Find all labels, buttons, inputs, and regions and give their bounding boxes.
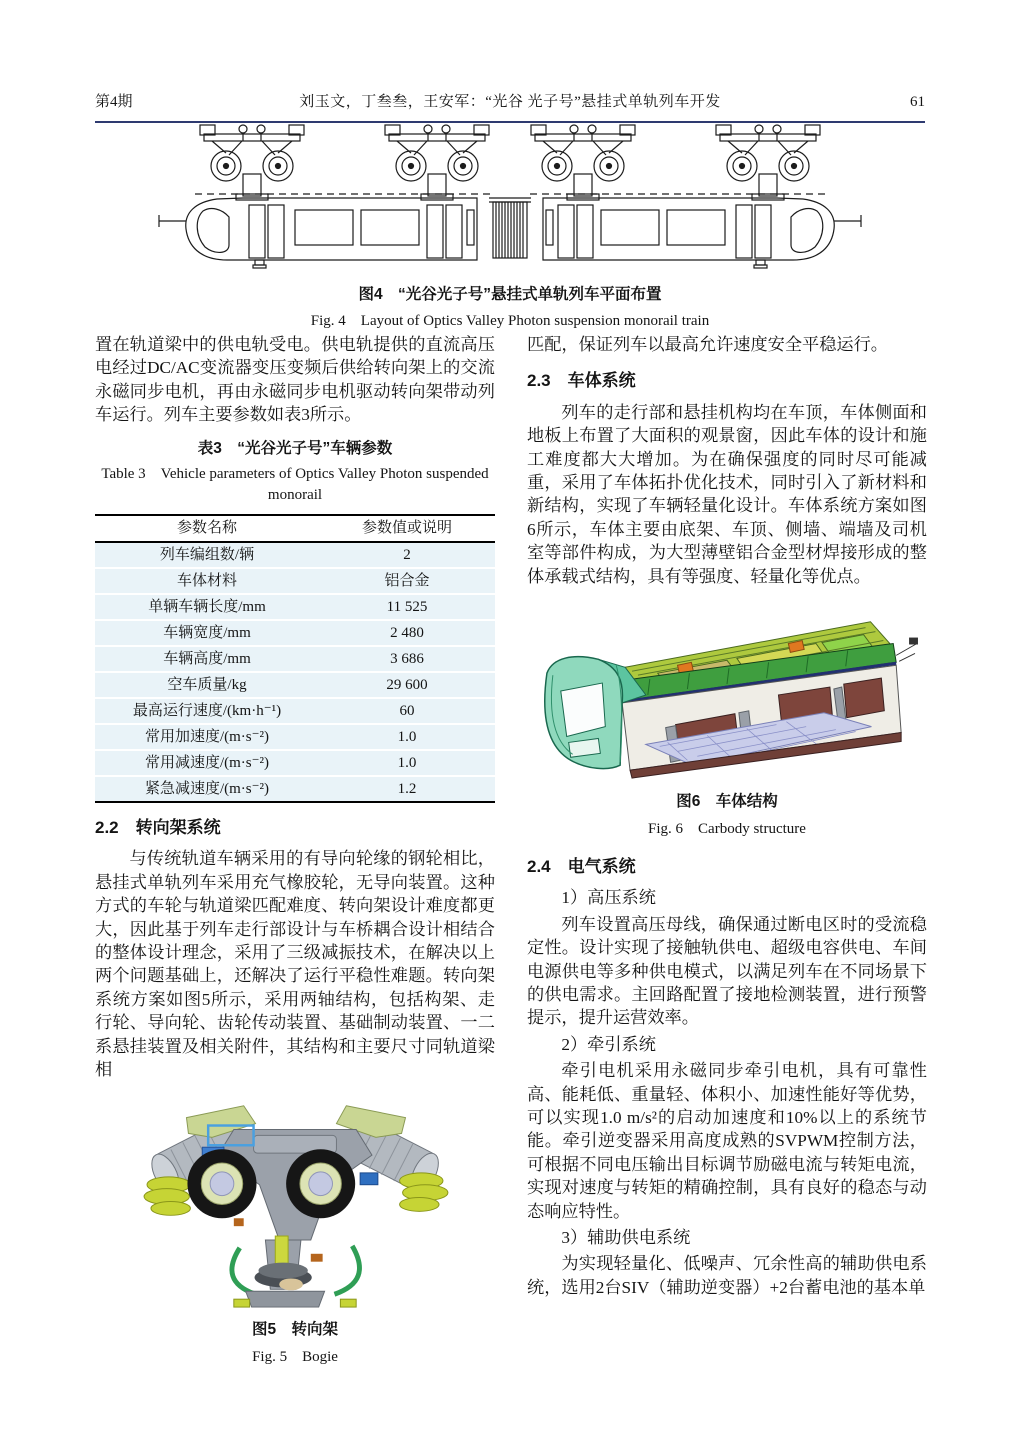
section-2-3-heading: 2.3 车体系统 xyxy=(527,371,636,391)
figure4-caption-zh: 图4 “光谷光子号”悬挂式单轨列车平面布置 xyxy=(358,286,662,303)
figure5-caption-zh: 图5 转向架 xyxy=(251,1320,339,1338)
section-2-3-paragraph: 列车的走行部和悬挂机构均在车顶，车体侧面和地板上布置了大面积的观景窗，因此车体的设计和施工难度都大大增加。为在确保强度的同时尽可能减重，采用了车体拓扑优化技术，同时引入了新材料和新结构，实现了车辆轻量化设计。车体系统方案如图6所示，车体主要由底架、车顶、侧墙、端墙及司机室等部件构成，为大型薄壁铝合金型材焊接形成的整体承载式结构，具有等强度、轻量化等优点。 xyxy=(527,402,927,586)
section-2-4-sub3: 3）辅助供电系统 xyxy=(561,1227,691,1247)
left-column xyxy=(95,333,495,1369)
table-row: 常用减速度/(m·s⁻²) 1.0 xyxy=(95,750,495,776)
table3 xyxy=(95,514,495,803)
figure5-block xyxy=(95,1090,495,1370)
table-row: 车辆高度/mm 3 686 xyxy=(95,646,495,672)
figure5-caption-en: Fig. 5 Bogie xyxy=(252,1348,338,1365)
figure6-block xyxy=(527,596,927,842)
table3-header-row xyxy=(95,515,495,542)
right-paragraph-continuation: 匹配，保证列车以最高允许速度安全平稳运行。 xyxy=(527,335,888,354)
section-2-4-paragraph2: 牵引电机采用永磁同步牵引电机，具有可靠性高、能耗低、重量轻、体积小、加速性能好等优势，可以实现1.0 m/s²的启动加速度和10%以上的系统节能。牵引逆变器采用高度成熟的SVPWM控制方法，可根据不同电压输出目标调节励磁电流与转矩电流，实现对速度与转矩的精确控制，具有良好的稳态与动态响应特性。 xyxy=(527,1061,927,1221)
table-row: 车辆宽度/mm 2 480 xyxy=(95,620,495,646)
table3-header-param: 参数名称 xyxy=(95,515,319,542)
page-number: 61 xyxy=(910,94,925,110)
section-2-4-heading: 2.4 电气系统 xyxy=(527,856,636,876)
figure4-block xyxy=(145,118,875,330)
section-2-4-paragraph3: 为实现轻量化、低噪声、冗余性高的辅助供电系统，选用2台SIV（辅助逆变器）+2台蓄电池的基本单 xyxy=(527,1254,927,1297)
table-row: 空车质量/kg 29 600 xyxy=(95,672,495,698)
table3-title-en: Table 3 Vehicle parameters of Optics Valley Photon suspended monorail xyxy=(101,466,489,504)
right-column xyxy=(527,333,927,1299)
figure6-caption-en: Fig. 6 Carbody structure xyxy=(648,821,806,838)
figure6-caption-zh: 图6 车体结构 xyxy=(676,793,778,811)
section-2-4-sub1: 1）高压系统 xyxy=(561,888,656,908)
table3-header-value: 参数值或说明 xyxy=(319,515,495,542)
table-row: 车体材料 铝合金 xyxy=(95,568,495,594)
figure4-train-drawing xyxy=(145,118,875,276)
table-row: 常用加速度/(m·s⁻²) 1.0 xyxy=(95,724,495,750)
issue-number: 第4期 xyxy=(95,94,133,110)
figure6-carbody-image xyxy=(528,596,926,784)
figure4-caption-en: Fig. 4 Layout of Optics Valley Photon suspension monorail train xyxy=(310,313,710,329)
figure5-bogie-image xyxy=(115,1090,475,1312)
section-2-4-paragraph1: 列车设置高压母线，确保通过断电区时的受流稳定性。设计实现了接触轨供电、超级电容供电、车间电源供电等多种供电模式，以满足列车在不同场景下的供电需求。主回路配置了接地检测装置，进行预警提示，提升运营效率。 xyxy=(527,914,927,1028)
running-title: 刘玉文，丁叁叁，王安军：“光谷 光子号”悬挂式单轨列车开发 xyxy=(299,94,721,110)
table-row: 紧急减速度/(m·s⁻²) 1.2 xyxy=(95,776,495,802)
left-paragraph-continuation: 置在轨道梁中的供电轨受电。供电轨提供的直流高压电经过DC/AC变流器变压变频后供给转向架上的交流永磁同步电机，再由永磁同步电机驱动转向架带动列车运行。列车主要参数如表3所示。 xyxy=(95,335,495,425)
table-row: 单辆车辆长度/mm 11 525 xyxy=(95,594,495,620)
section-2-2-heading: 2.2 转向架系统 xyxy=(95,818,221,838)
table-row: 列车编组数/辆 2 xyxy=(95,542,495,568)
section-2-4-sub2: 2）牵引系统 xyxy=(561,1034,656,1054)
section-2-2-paragraph: 与传统轨道车辆采用的有导向轮缘的钢轮相比，悬挂式单轨列车采用充气橡胶轮，无导向装置。这种方式的车轮与轨道梁匹配难度、转向架设计难度都更大，因此基于列车走行部设计与车桥耦合设计相结合的整体设计理念，采用了三级减振技术，在解决以上两个问题基础上，还解决了运行平稳性难题。转向架系统方案如图5所示，采用两轴结构，包括构架、走行轮、导向轮、齿轮传动装置、基础制动装置、一二系悬挂装置及相关附件，其结构和主要尺寸同轨道梁相 xyxy=(95,849,495,1080)
table-row: 最高运行速度/(km·h⁻¹) 60 xyxy=(95,698,495,724)
table3-title-zh: 表3 “光谷光子号”车辆参数 xyxy=(197,439,393,457)
